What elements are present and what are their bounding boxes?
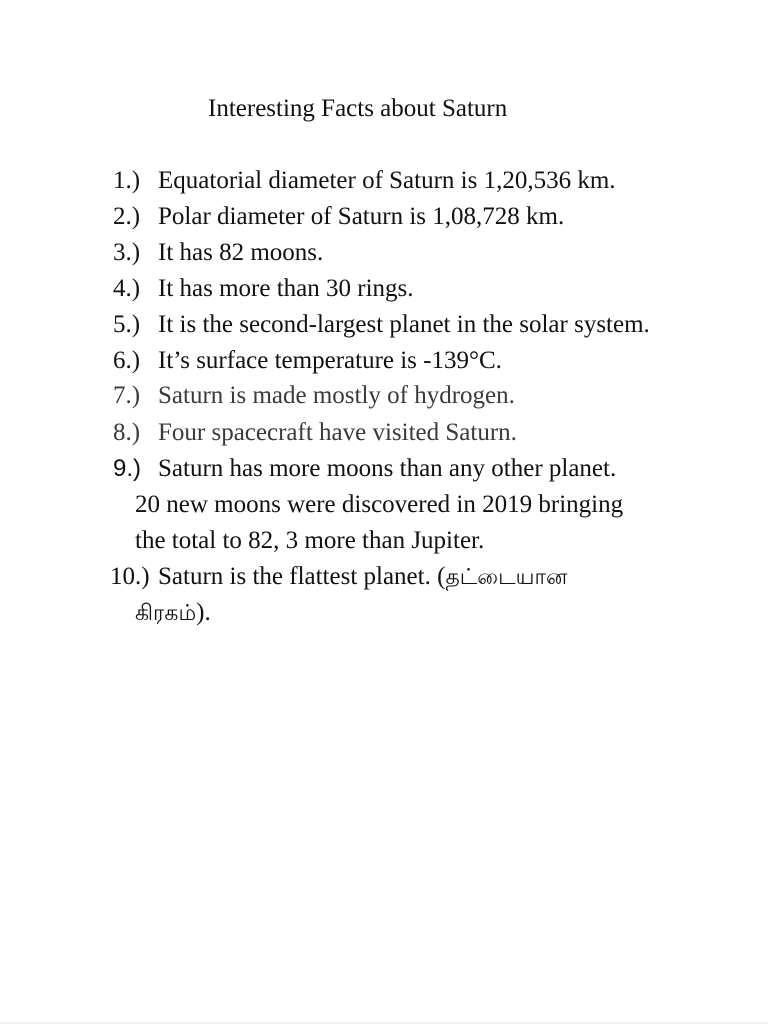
list-item-text: It’s surface temperature is -139°C. — [158, 347, 502, 374]
list-item-continuation: the total to 82, 3 more than Jupiter. — [135, 527, 485, 554]
list-item-text: Saturn is the flattest planet. (தட்டையான — [158, 563, 568, 590]
list-item-text: It is the second-largest planet in the solar system. — [158, 311, 650, 338]
list-item-number: 9.) — [113, 455, 142, 482]
list-item-text: Four spacecraft have visited Saturn. — [158, 419, 517, 446]
list-item-number: 7.) — [113, 382, 141, 409]
list-item-continuation: கிரகம்). — [135, 599, 211, 626]
list-item-number: 10.) — [110, 563, 150, 590]
list-item-continuation: 20 new moons were discovered in 2019 bringing — [135, 491, 624, 518]
list-item-text: It has 82 moons. — [158, 239, 324, 266]
list-item-text: Equatorial diameter of Saturn is 1,20,536 km. — [158, 167, 616, 194]
list-item-number: 1.) — [113, 167, 141, 194]
list-item-text: Polar diameter of Saturn is 1,08,728 km. — [158, 203, 565, 230]
list-item-text: Saturn is made mostly of hydrogen. — [158, 382, 515, 409]
list-item-number: 6.) — [113, 347, 141, 374]
tamil-text: தட்டையான — [445, 565, 568, 590]
list-item-text: It has more than 30 rings. — [158, 275, 414, 302]
list-item-number: 8.) — [113, 419, 141, 446]
page-title: Interesting Facts about Saturn — [208, 95, 508, 122]
list-item-number: 4.) — [113, 275, 141, 302]
list-item-text: Saturn has more moons than any other planet. — [158, 455, 617, 482]
list-item-number: 5.) — [113, 311, 141, 338]
tamil-text: கிரகம் — [135, 601, 197, 626]
list-item-number: 2.) — [113, 203, 141, 230]
list-item-number: 3.) — [113, 239, 141, 266]
